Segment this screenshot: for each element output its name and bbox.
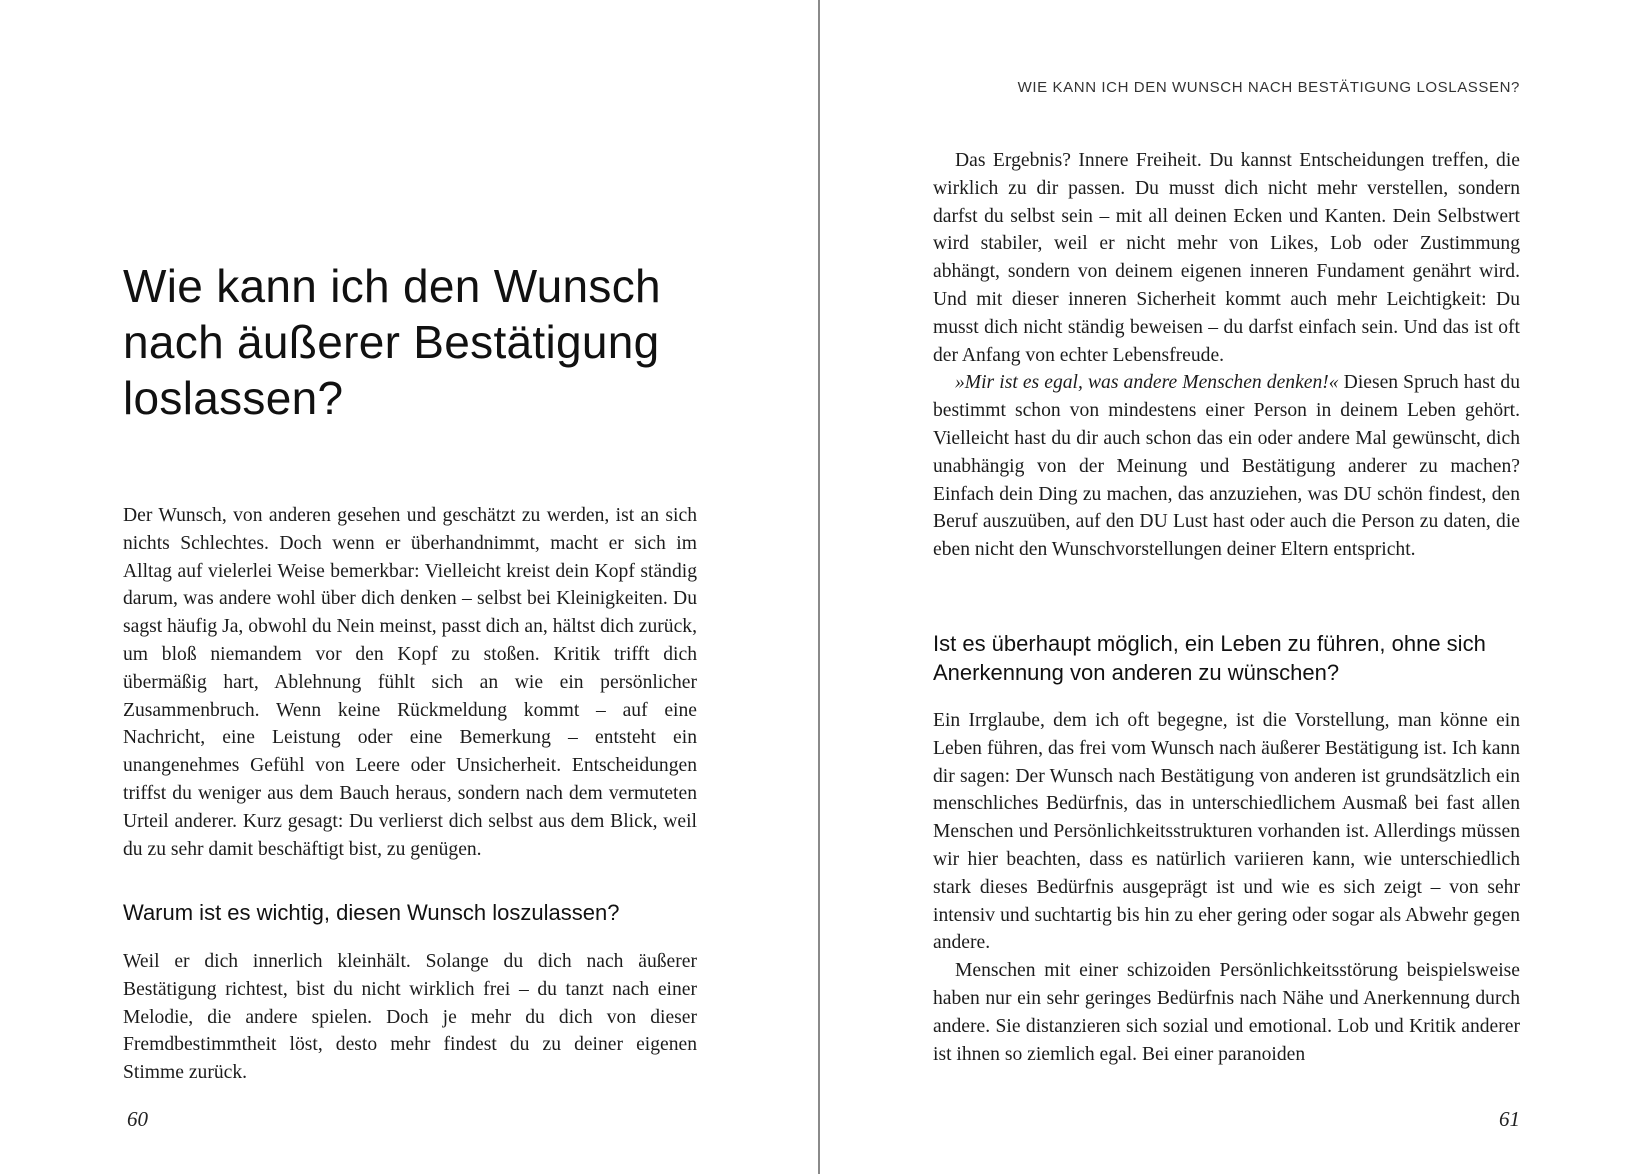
page-number-right: 61 <box>1499 1107 1520 1131</box>
quote-text: »Mir ist es egal, was andere Menschen denken!« <box>955 372 1339 394</box>
paragraph-quote-rest: Diesen Spruch hast du bestimmt schon von mindestens einer Person in deinem Leben gehört. Vielleicht hast du dir auch schon das ein oder andere Mal gewünscht, dich unabhängig von der Meinung und Bestätigung anderer zu machen? Einfach dein Ding zu machen, das anzuziehen, was DU schön findest, den Beruf auszuüben, auf den DU Lust hast oder auch die Person zu daten, die eben nicht den Wunschvorstellungen deiner Eltern entspricht. <box>933 372 1520 561</box>
right-subheading: Ist es überhaupt möglich, ein Leben zu führen, ohne sich Anerkennung von anderen zu wünschen? <box>933 631 1486 685</box>
section-subheading: Warum ist es wichtig, diesen Wunsch loszulassen? <box>123 900 620 925</box>
page-number-left: 60 <box>127 1107 148 1131</box>
chapter-title: Wie kann ich den Wunsch nach äußerer Bestätigung loslassen? <box>123 260 661 424</box>
right-bottom-text-block <box>933 707 1520 1068</box>
intro-text-block <box>123 502 697 863</box>
paragraph-quote <box>933 369 1520 564</box>
section-paragraph: Weil er dich innerlich kleinhält. Solange du dich nach äußerer Bestätigung richtest, bist du nicht wirklich frei – du tanzt nach einer Melodie, die andere spielen. Doch je mehr du dich von dieser Fremdbestimmtheit löst, desto mehr findest du zu deiner eigenen Stimme zurück. <box>123 951 697 1084</box>
paragraph-irrglaube: Ein Irrglaube, dem ich oft begegne, ist die Vorstellung, man könne ein Leben führen, das frei vom Wunsch nach äußerer Bestätigung ist. Ich kann dir sagen: Der Wunsch nach Bestätigung von anderen ist grundsätzlich ein menschliches Bedürfnis, das in unterschiedlichem Ausmaß bei fast allen Menschen und Persönlichkeitsstrukturen vorhanden ist. Allerdings müssen wir hier beachten, dass es natürlich variieren kann, wie unterschiedlich stark dieses Bedürfnis ausgeprägt ist und wie es sich zeigt – von sehr intensiv und suchtartig bis hin zu eher gering oder sogar als Abwehr gegen andere. <box>933 710 1520 954</box>
intro-paragraph: Der Wunsch, von anderen gesehen und geschätzt zu werden, ist an sich nichts Schlechtes. Doch wenn er überhandnimmt, macht er sich im Alltag auf vielerlei Weise bemerkbar: Vielleicht kreist dein Kopf ständig darum, was andere wohl über dich denken – selbst bei Kleinigkeiten. Du sagst häufig Ja, obwohl du Nein meinst, passt dich an, hältst dich zurück, um bloß niemandem vor den Kopf zu stoßen. Kritik trifft dich übermäßig hart, Ablehnung fühlt sich an wie ein persönlicher Zusammenbruch. Wenn keine Rückmeldung kommt – auf eine Nachricht, eine Leistung oder eine Bemerkung – entsteht ein unangenehmes Gefühl von Leere oder Unsicherheit. Entscheidungen triffst du weniger aus dem Bauch heraus, sondern nach dem vermuteten Urteil anderer. Kurz gesagt: Du verlierst dich selbst aus dem Blick, weil du zu sehr damit beschäftigt bist, zu genügen. <box>123 505 697 860</box>
running-head: WIE KANN ICH DEN WUNSCH NACH BESTÄTIGUNG LOSLASSEN? <box>1017 79 1520 96</box>
section-text-block <box>123 948 697 1087</box>
paragraph-result: Das Ergebnis? Innere Freiheit. Du kannst Entscheidungen treffen, die wirklich zu dir passen. Du musst dich nicht mehr verstellen, sondern darfst du selbst sein – mit all deinen Ecken und Kanten. Dein Selbstwert wird stabiler, weil er nicht mehr von Likes, Lob oder Zustimmung abhängt, sondern von deinem eigenen inneren Fundament genährt wird. Und mit dieser inneren Sicherheit kommt auch mehr Leichtigkeit: Du musst dich nicht ständig beweisen – du darfst einfach sein. Und das ist oft der Anfang von echter Lebensfreude. <box>933 150 1520 366</box>
right-page <box>820 0 1629 1174</box>
paragraph-schizoid: Menschen mit einer schizoiden Persönlichkeitsstörung beispielsweise haben nur ein sehr geringes Bedürfnis nach Nähe und Anerkennung durch andere. Sie distanzieren sich sozial und emotional. Lob und Kritik anderer ist ihnen so ziemlich egal. Bei einer paranoiden <box>933 960 1520 1065</box>
right-top-text-block <box>933 147 1520 564</box>
